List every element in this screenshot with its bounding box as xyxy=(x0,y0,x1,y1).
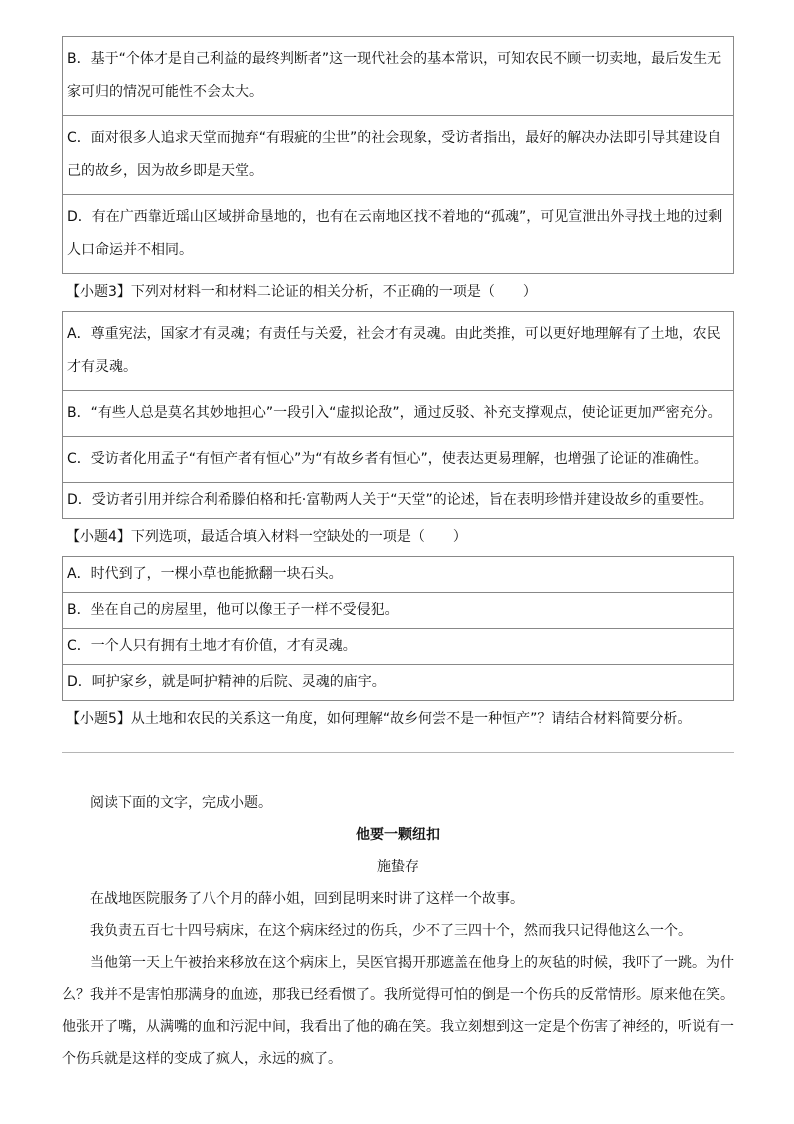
q3-option-c[interactable]: C．受访者化用孟子“有恒产者有恒心”为“有故乡者有恒心”，使表达更易理解，也增强了论证的准确性。 xyxy=(62,436,734,482)
article-title: 他要一颗纽扣 xyxy=(356,827,440,843)
q5-stem: 【小题5】从土地和农民的关系这一角度，如何理解“故乡何尝不是一种恒产”？请结合材料简要分析。 xyxy=(66,711,692,727)
article-paragraph-3: 当他第一天上午被抬来移放在这个病床上，吴医官揭开那遮盖在他身上的灰毡的时候，我吓了一跳。为什么？我并不是害怕那满身的血迹，那我已经看惯了。我所觉得可怕的倒是一个伤兵的反常情形。原来他在笑。他张开了嘴，从满嘴的血和污泥中间，我看出了他的确在笑。我立刻想到这一定是个伤害了神经的，听说有一个伤兵就是这样的变成了疯人，永远的疯了。 xyxy=(62,955,734,1067)
q4-option-a[interactable]: A．时代到了，一棵小草也能掀翻一块石头。 xyxy=(62,556,734,592)
q4-option-b[interactable]: B．坐在自己的房屋里，他可以像王子一样不受侵犯。 xyxy=(62,592,734,628)
reading-intro: 阅读下面的文字，完成小题。 xyxy=(90,795,272,811)
q2-options-block xyxy=(62,36,734,274)
exam-page xyxy=(62,36,734,1075)
article-paragraph-1: 在战地医院服务了八个月的薛小姐，回到昆明来时讲了这样一个故事。 xyxy=(90,891,524,907)
q4-stem: 【小题4】下列选项，最适合填入材料一空缺处的一项是（ ） xyxy=(66,529,467,545)
q3-option-a[interactable]: A．尊重宪法，国家才有灵魂；有责任与关爱，社会才有灵魂。由此类推，可以更好地理解有了土地，农民才有灵魂。 xyxy=(62,311,734,390)
article-paragraph-2: 我负责五百七十四号病床，在这个病床经过的伤兵，少不了三四十个，然而我只记得他这么一个。 xyxy=(90,923,692,939)
q3-option-b[interactable]: B．“有些人总是莫名其妙地担心”一段引入“虚拟论敌”，通过反驳、补充支撑观点，使论证更加严密充分。 xyxy=(62,390,734,436)
q4-option-d[interactable]: D．呵护家乡，就是呵护精神的后院、灵魂的庙宇。 xyxy=(62,664,734,701)
q3-option-d[interactable]: D．受访者引用并综合利希滕伯格和托·富勒两人关于“天堂”的论述，旨在表明珍惜并建设故乡的重要性。 xyxy=(62,482,734,519)
q3-options-block xyxy=(62,311,734,519)
q2-option-b[interactable]: B．基于“个体才是自己利益的最终判断者”这一现代社会的基本常识，可知农民不顾一切卖地，最后发生无家可归的情况可能性不会太大。 xyxy=(62,36,734,115)
q4-options-block xyxy=(62,556,734,701)
q2-option-c[interactable]: C．面对很多人追求天堂而抛弃“有瑕疵的尘世”的社会现象，受访者指出，最好的解决办法即引导其建设自己的故乡，因为故乡即是天堂。 xyxy=(62,115,734,194)
q3-stem: 【小题3】下列对材料一和材料二论证的相关分析，不正确的一项是（ ） xyxy=(66,284,537,300)
article-author: 施蛰存 xyxy=(377,859,419,875)
section-divider xyxy=(62,752,734,753)
q4-option-c[interactable]: C．一个人只有拥有土地才有价值，才有灵魂。 xyxy=(62,628,734,664)
q2-option-d[interactable]: D．有在广西靠近瑶山区域拼命垦地的，也有在云南地区找不着地的“孤魂”，可见宣泄出外寻找土地的过剩人口命运并不相同。 xyxy=(62,194,734,274)
